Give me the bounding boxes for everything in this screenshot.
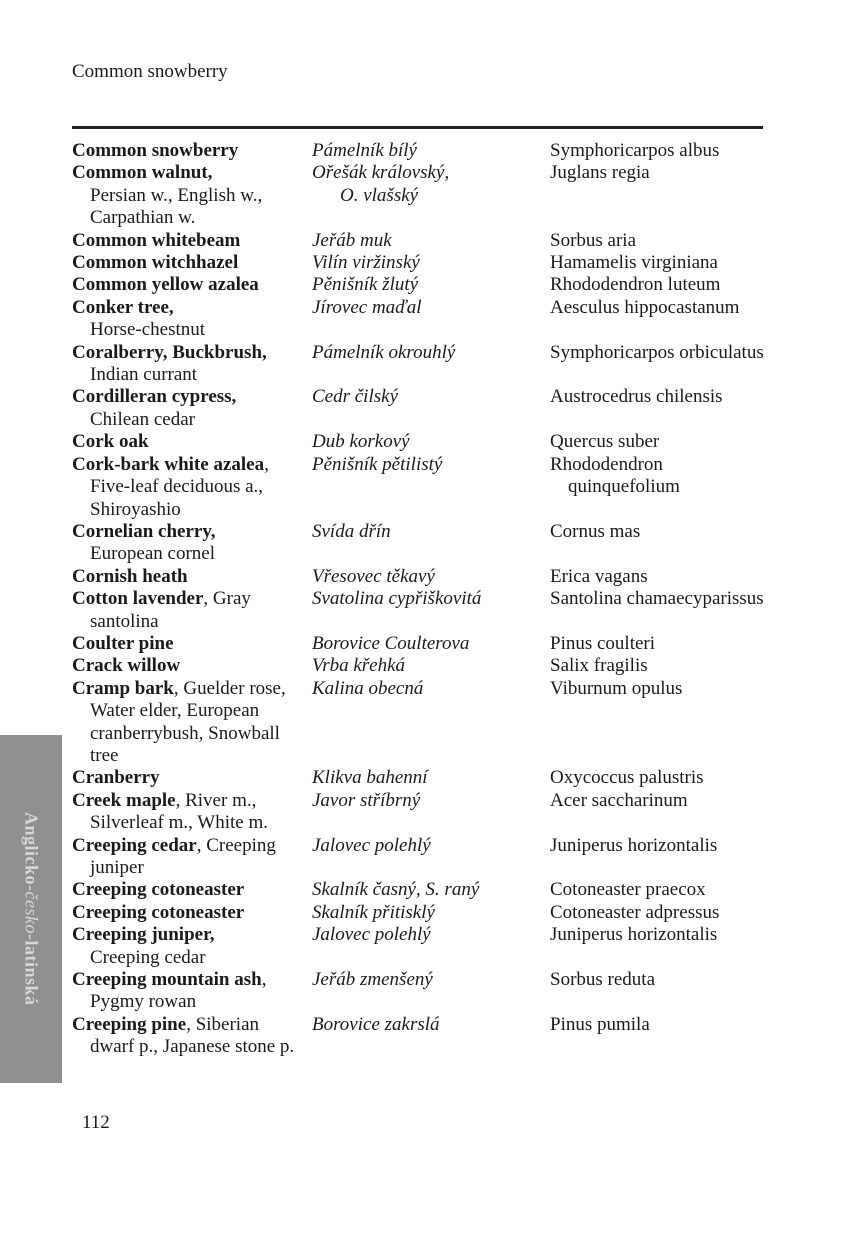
entry-term-bold: Creek maple xyxy=(72,789,176,811)
cell-english-name xyxy=(72,274,312,296)
entry-line xyxy=(72,857,312,879)
entry-line: Jalovec polehlý xyxy=(312,924,431,946)
entry-line xyxy=(72,767,312,789)
entry-line: Symphoricarpos orbiculatus xyxy=(550,341,764,363)
entry-term-text: , xyxy=(264,453,269,475)
entry-line: Pěnišník pětilistý xyxy=(312,453,443,475)
cell-english-name xyxy=(72,835,312,880)
entry-term-text: , River m., xyxy=(175,789,257,811)
cell-english-name xyxy=(72,633,312,655)
entry-line: Svída dřín xyxy=(312,520,391,542)
table-row xyxy=(72,274,832,296)
cell-english-name xyxy=(72,230,312,252)
table-row xyxy=(72,252,832,274)
cell-english-name xyxy=(72,790,312,835)
entry-term-bold: Creeping juniper, xyxy=(72,924,215,946)
entry-line xyxy=(72,723,312,745)
entry-term-bold: Creeping cotoneaster xyxy=(72,879,245,901)
entry-term-text: Carpathian w. xyxy=(90,207,196,229)
entry-term-text: European cornel xyxy=(90,543,216,565)
entry-term-bold: Cork-bark white azalea xyxy=(72,453,265,475)
table-row xyxy=(72,386,832,431)
cell-czech-name xyxy=(312,386,550,408)
cell-latin-name xyxy=(550,1014,832,1036)
cell-english-name xyxy=(72,454,312,521)
side-tab-label-part-english: Anglicko- xyxy=(21,812,42,892)
entry-line: Cedr čilský xyxy=(312,386,399,408)
cell-latin-name xyxy=(550,678,832,700)
cell-english-name xyxy=(72,521,312,566)
entry-line xyxy=(72,700,312,722)
cell-latin-name xyxy=(550,633,832,655)
entry-line xyxy=(72,1036,312,1058)
cell-czech-name xyxy=(312,924,550,946)
entry-line: Santolina chamaecyparissus xyxy=(550,588,764,610)
entry-term-text: Indian currant xyxy=(90,364,198,386)
entry-term-bold: Crack willow xyxy=(72,655,181,677)
cell-czech-name xyxy=(312,252,550,274)
entry-line: Pámelník okrouhlý xyxy=(312,341,456,363)
entry-term-text: Pygmy rowan xyxy=(90,991,197,1013)
cell-latin-name xyxy=(550,252,832,274)
cell-czech-name xyxy=(312,342,550,364)
entry-term-bold: Common witchhazel xyxy=(72,252,239,274)
cell-latin-name xyxy=(550,431,832,453)
table-row xyxy=(72,902,832,924)
cell-english-name xyxy=(72,140,312,162)
cell-czech-name xyxy=(312,655,550,677)
entry-line xyxy=(72,140,312,162)
entry-line: Skalník časný, S. raný xyxy=(312,879,480,901)
entry-term-bold: Cramp bark xyxy=(72,677,174,699)
entry-term-text: Shiroyashio xyxy=(90,498,181,520)
cell-czech-name xyxy=(312,140,550,162)
table-row xyxy=(72,924,832,969)
cell-english-name xyxy=(72,252,312,274)
entry-line: quinquefolium xyxy=(568,476,680,498)
entry-line: Hamamelis virginiana xyxy=(550,252,718,274)
table-row xyxy=(72,431,832,453)
header-rule xyxy=(72,126,763,129)
entry-line xyxy=(72,207,312,229)
entry-line xyxy=(72,1014,312,1036)
entry-term-bold: Common snowberry xyxy=(72,140,239,161)
entry-line xyxy=(72,969,312,991)
table-row xyxy=(72,454,832,521)
table-row xyxy=(72,521,832,566)
entry-line: Quercus suber xyxy=(550,431,660,453)
entry-line: Sorbus aria xyxy=(550,229,637,251)
cell-latin-name xyxy=(550,790,832,812)
entry-line xyxy=(72,947,312,969)
cell-czech-name xyxy=(312,521,550,543)
cell-english-name xyxy=(72,655,312,677)
entry-line xyxy=(72,678,312,700)
cell-latin-name xyxy=(550,274,832,296)
entry-term-text: santolina xyxy=(90,610,159,632)
entry-line: Austrocedrus chilensis xyxy=(550,386,723,408)
entry-term-bold: Coulter pine xyxy=(72,632,174,654)
entry-term-text: cranberrybush, Snowball xyxy=(90,722,280,744)
cell-latin-name xyxy=(550,342,832,364)
cell-latin-name xyxy=(550,767,832,789)
side-tab-label xyxy=(21,812,42,1006)
table-row xyxy=(72,655,832,677)
cell-czech-name xyxy=(312,297,550,319)
cell-czech-name xyxy=(312,1014,550,1036)
cell-latin-name xyxy=(550,655,832,677)
cell-latin-name xyxy=(550,521,832,543)
entry-term-bold: Cornish heath xyxy=(72,565,188,587)
table-row xyxy=(72,678,832,768)
cell-latin-name xyxy=(550,140,832,162)
cell-english-name xyxy=(72,969,312,1014)
cell-czech-name xyxy=(312,879,550,901)
entry-line: Pámelník bílý xyxy=(312,140,417,161)
entry-term-bold: Cranberry xyxy=(72,767,160,789)
cell-latin-name xyxy=(550,566,832,588)
entry-line xyxy=(72,230,312,252)
cell-english-name xyxy=(72,386,312,431)
entry-term-text: Water elder, European xyxy=(90,700,260,722)
table-row xyxy=(72,767,832,789)
entry-line: Salix fragilis xyxy=(550,655,648,677)
cell-czech-name xyxy=(312,454,550,476)
entry-line xyxy=(72,386,312,408)
entry-line xyxy=(72,454,312,476)
side-tab-label-part-czech: česko xyxy=(21,891,42,935)
cell-latin-name xyxy=(550,924,832,946)
entry-line xyxy=(72,364,312,386)
cell-czech-name xyxy=(312,835,550,857)
cell-latin-name xyxy=(550,162,832,184)
entry-line xyxy=(72,902,312,924)
entry-term-bold: Conker tree, xyxy=(72,296,174,318)
entry-line xyxy=(72,790,312,812)
entry-line: Dub korkový xyxy=(312,431,410,453)
entry-line: Aesculus hippocastanum xyxy=(550,296,740,318)
entry-line: Cotoneaster adpressus xyxy=(550,901,720,923)
entry-line: Oxycoccus palustris xyxy=(550,767,704,789)
table-row xyxy=(72,1014,832,1059)
cell-english-name xyxy=(72,342,312,387)
entry-line xyxy=(72,521,312,543)
entry-line: O. vlašský xyxy=(340,184,419,206)
entry-line: Pinus coulteri xyxy=(550,632,656,654)
cell-czech-name xyxy=(312,162,550,207)
cell-english-name xyxy=(72,902,312,924)
entry-term-text: Five-leaf deciduous a., xyxy=(90,476,264,498)
entry-line xyxy=(72,342,312,364)
entry-line: Jalovec polehlý xyxy=(312,834,431,856)
entry-line: Juniperus horizontalis xyxy=(550,834,718,856)
entry-term-bold: Cornelian cherry, xyxy=(72,520,216,542)
table-row xyxy=(72,969,832,1014)
entry-line: Jeřáb muk xyxy=(312,229,392,251)
entry-line xyxy=(72,588,312,610)
cell-english-name xyxy=(72,588,312,633)
cell-czech-name xyxy=(312,274,550,296)
section-side-tab xyxy=(0,735,62,1083)
cell-latin-name xyxy=(550,297,832,319)
entry-line xyxy=(72,812,312,834)
entry-line: Rhododendron luteum xyxy=(550,274,721,296)
entry-line xyxy=(72,409,312,431)
entry-line: Rhododendron xyxy=(550,453,663,475)
cell-latin-name xyxy=(550,902,832,924)
entry-line: Kalina obecná xyxy=(312,677,424,699)
entry-line xyxy=(72,655,312,677)
entry-line xyxy=(72,185,312,207)
entry-line: Vrba křehká xyxy=(312,655,406,677)
entry-line xyxy=(72,991,312,1013)
entry-line: Skalník přitisklý xyxy=(312,901,435,923)
entry-term-bold: Common yellow azalea xyxy=(72,274,259,296)
entry-term-text: , Creeping xyxy=(196,834,276,856)
entry-line: Pinus pumila xyxy=(550,1013,650,1035)
entry-line xyxy=(72,319,312,341)
table-row xyxy=(72,633,832,655)
entry-line: Acer saccharinum xyxy=(550,789,688,811)
entry-term-bold: Creeping cotoneaster xyxy=(72,901,245,923)
entry-line xyxy=(72,274,312,296)
running-head: Common snowberry xyxy=(72,61,228,82)
entry-line: Klikva bahenní xyxy=(312,767,428,789)
cell-latin-name xyxy=(550,386,832,408)
entry-term-text: Chilean cedar xyxy=(90,408,195,430)
entry-term-text: , Guelder rose, xyxy=(173,677,286,699)
cell-czech-name xyxy=(312,230,550,252)
entry-line: Viburnum opulus xyxy=(550,677,683,699)
entry-term-bold: Creeping pine xyxy=(72,1013,187,1035)
table-row xyxy=(72,879,832,901)
entry-term-bold: Coralberry, Buckbrush, xyxy=(72,341,267,363)
entry-line xyxy=(72,566,312,588)
cell-czech-name xyxy=(312,767,550,789)
cell-latin-name xyxy=(550,230,832,252)
entry-term-bold: Common walnut, xyxy=(72,162,213,184)
entry-term-text: dwarf p., Japanese stone p. xyxy=(90,1036,295,1058)
page-number: 112 xyxy=(82,1112,110,1133)
cell-czech-name xyxy=(312,902,550,924)
entry-line xyxy=(72,633,312,655)
cell-czech-name xyxy=(312,431,550,453)
entry-line xyxy=(72,924,312,946)
cell-czech-name xyxy=(312,969,550,991)
cell-english-name xyxy=(72,297,312,342)
entry-term-text: Horse-chestnut xyxy=(90,319,206,341)
entry-line xyxy=(72,499,312,521)
cell-english-name xyxy=(72,924,312,969)
table-row xyxy=(72,835,832,880)
dictionary-table xyxy=(72,140,832,1059)
entry-line: Jírovec maďal xyxy=(312,296,422,318)
cell-english-name xyxy=(72,879,312,901)
cell-english-name xyxy=(72,566,312,588)
entry-line: Erica vagans xyxy=(550,565,648,587)
entry-line xyxy=(72,835,312,857)
entry-line: Cotoneaster praecox xyxy=(550,879,706,901)
entry-term-bold: Cordilleran cypress, xyxy=(72,386,237,408)
cell-latin-name xyxy=(550,454,832,499)
cell-czech-name xyxy=(312,633,550,655)
entry-term-text: Persian w., English w., xyxy=(90,184,263,206)
entry-line xyxy=(72,431,312,453)
table-row xyxy=(72,297,832,342)
entry-term-bold: Creeping mountain ash xyxy=(72,969,262,991)
table-row xyxy=(72,588,832,633)
entry-line xyxy=(72,162,312,184)
cell-english-name xyxy=(72,162,312,229)
entry-line: Juniperus horizontalis xyxy=(550,924,718,946)
entry-line: Borovice Coulterova xyxy=(312,632,470,654)
entry-line: Vřesovec těkavý xyxy=(312,565,435,587)
entry-line xyxy=(72,476,312,498)
entry-line: Vilín viržinský xyxy=(312,252,420,274)
entry-line: Cornus mas xyxy=(550,520,641,542)
table-row xyxy=(72,140,832,162)
cell-czech-name xyxy=(312,566,550,588)
entry-term-bold: Creeping cedar xyxy=(72,834,197,856)
entry-line: Pěnišník žlutý xyxy=(312,274,419,296)
cell-latin-name xyxy=(550,969,832,991)
cell-latin-name xyxy=(550,588,832,610)
entry-term-text: tree xyxy=(90,744,119,766)
entry-term-text: , Siberian xyxy=(186,1013,260,1035)
entry-line: Svatolina cypřiškovitá xyxy=(312,588,482,610)
cell-english-name xyxy=(72,767,312,789)
cell-czech-name xyxy=(312,678,550,700)
table-row xyxy=(72,566,832,588)
table-row xyxy=(72,342,832,387)
entry-term-text: , Gray xyxy=(203,588,251,610)
entry-line: Javor stříbrný xyxy=(312,789,421,811)
entry-line: Juglans regia xyxy=(550,162,650,184)
entry-term-text: Silverleaf m., White m. xyxy=(90,812,268,834)
table-row xyxy=(72,790,832,835)
entry-term-bold: Cork oak xyxy=(72,431,149,453)
cell-english-name xyxy=(72,678,312,768)
entry-line xyxy=(72,297,312,319)
entry-term-bold: Common whitebeam xyxy=(72,229,241,251)
cell-czech-name xyxy=(312,790,550,812)
cell-latin-name xyxy=(550,835,832,857)
entry-line: Sorbus reduta xyxy=(550,969,656,991)
table-row xyxy=(72,162,832,229)
entry-line: Borovice zakrslá xyxy=(312,1013,440,1035)
side-tab-label-part-latin: -latinská xyxy=(21,934,42,1006)
entry-line xyxy=(72,879,312,901)
cell-czech-name xyxy=(312,588,550,610)
entry-term-text: Creeping cedar xyxy=(90,946,206,968)
entry-term-bold: Cotton lavender xyxy=(72,588,204,610)
cell-latin-name xyxy=(550,879,832,901)
entry-term-text: juniper xyxy=(90,857,144,878)
entry-line xyxy=(72,543,312,565)
entry-term-text: , xyxy=(261,969,267,991)
entry-line xyxy=(72,252,312,274)
entry-line: Ořešák královský, xyxy=(312,162,450,184)
table-row xyxy=(72,230,832,252)
entry-line xyxy=(72,745,312,767)
entry-line: Jeřáb zmenšený xyxy=(312,969,433,991)
entry-line xyxy=(72,611,312,633)
cell-english-name xyxy=(72,1014,312,1059)
cell-english-name xyxy=(72,431,312,453)
entry-line: Symphoricarpos albus xyxy=(550,140,720,161)
